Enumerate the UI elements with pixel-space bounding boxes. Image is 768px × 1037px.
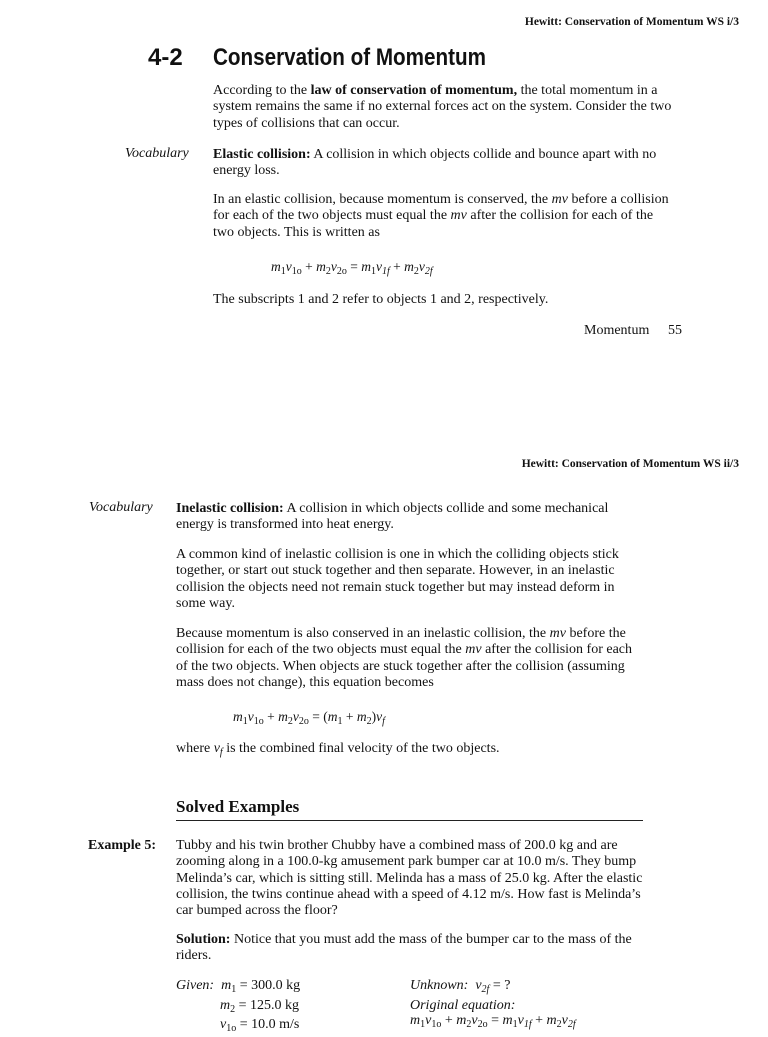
section-number: 4-2 (148, 44, 183, 71)
inelastic-equation: $m_1v_{1o} + m_2v_{2o} = (m_1 + m_2)v_f$ (233, 709, 385, 727)
elastic-definition: Elastic collision: A collision in which objects collide and bounce apart with no energy loss. (213, 147, 657, 179)
vocabulary-label: Vocabulary (125, 146, 189, 161)
page-title: Conservation of Momentum (213, 44, 486, 71)
elastic-equation: $m_1v_{1o} + m_2v_{2o} = m_1v_{1f} + m_2v_{2f}$ (271, 259, 433, 277)
subscripts-note: The subscripts 1 and 2 refer to objects 1 and 2, respectively. (213, 292, 549, 307)
intro-paragraph: According to the law of conservation of momentum, the total momentum in a system remains the same if no external forces act on the system. Consider the two types of collisions that can occur. (213, 83, 672, 131)
given-values: Given: $m_1 = 300.0$ kg $m_2 = 125.0$ kg $v_{1o} = 10.0$ m/s (176, 978, 301, 1034)
page2-header: Hewitt: Conservation of Momentum WS ii/3 (521, 458, 739, 470)
inelastic-momentum-paragraph: Because momentum is also conserved in an inelastic collision, the mv before the collision for each of the two objects must equal the mv after the collision for each of the two objects. When objects are stuck together after the collision (assuming mass does not change), this equation becomes (176, 626, 633, 690)
unknown-and-equation: Unknown: $v_{2f}$ = ? Original equation: $m_1v_{1o} + m_2v_{2o} = m_1v_{1f} + m_2v_{2f}$ (410, 978, 576, 1030)
footer-label: Momentum (584, 323, 650, 338)
example-text: Tubby and his twin brother Chubby have a combined mass of 200.0 kg and are zooming along in a 100.0-kg amusement park bumper car at 10.0 m/s. They bump Melinda’s car, which is sitting still. Melinda has a mass of 25.0 kg. After the elastic collision, the twins continue ahead with a speed of 4.12 m/s. How fast is Melinda’s car bumped across the floor? (176, 838, 643, 919)
example-label: Example 5: (88, 838, 157, 853)
solution-text: Solution: Notice that you must add the mass of the bumper car to the mass of the riders. (176, 932, 632, 964)
heading-rule (176, 820, 643, 821)
where-vf-text: where $v_f$ is the combined final velocity of the two objects. (176, 741, 500, 758)
page1-header: Hewitt: Conservation of Momentum WS i/3 (524, 16, 739, 28)
common-inelastic-paragraph: A common kind of inelastic collision is one in which the colliding objects stick together, or start out stuck together and then separate. However, in an inelastic collision the objects need not remain stuck together but may instead deform in some way. (176, 547, 619, 611)
vocabulary-label-2: Vocabulary (89, 500, 153, 515)
inelastic-definition: Inelastic collision: A collision in which objects collide and some mechanical energy is transformed into heat energy. (176, 501, 609, 533)
elastic-paragraph: In an elastic collision, because momentum is conserved, the mv before a collision for each of the two objects must equal the mv after the collision for each of the two objects. This is written as (213, 192, 669, 240)
page-number: 55 (668, 323, 682, 338)
solved-examples-heading: Solved Examples (176, 797, 300, 816)
